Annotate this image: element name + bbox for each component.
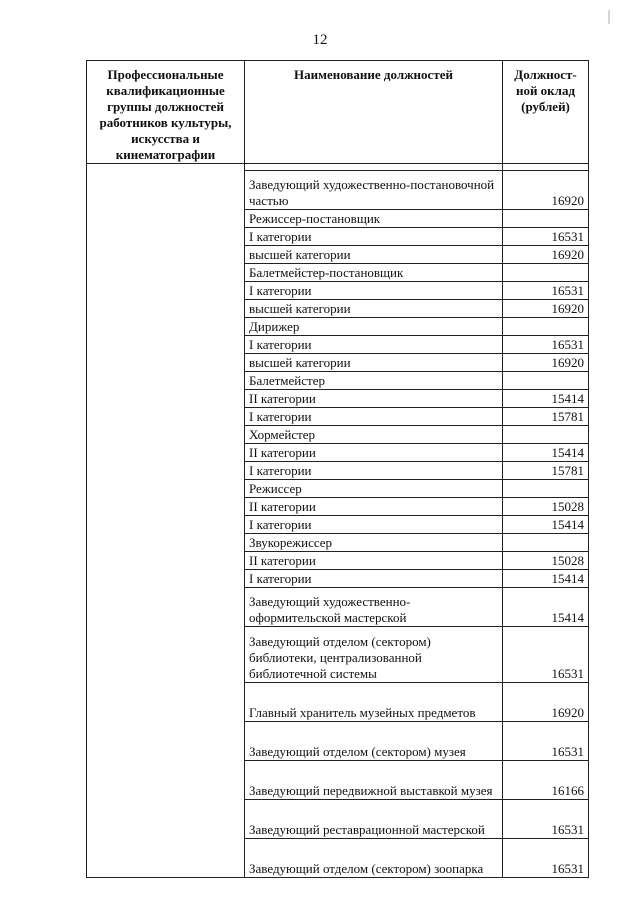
salary-cell: 16531 — [503, 282, 589, 300]
position-name-cell: Звукорежиссер — [245, 534, 503, 552]
position-name-cell: I категории — [245, 228, 503, 246]
header-group: Профессиональные квалификационные группы должностей работников культуры, искусства и кинематографии — [87, 61, 245, 164]
salary-cell — [503, 426, 589, 444]
position-name-cell: I категории — [245, 516, 503, 534]
salary-cell: 15781 — [503, 462, 589, 480]
position-name-cell: I категории — [245, 336, 503, 354]
position-name-cell: I категории — [245, 570, 503, 588]
group-cell — [87, 164, 245, 878]
salary-cell: 15414 — [503, 570, 589, 588]
salary-cell — [503, 264, 589, 282]
position-name-cell: высшей категории — [245, 246, 503, 264]
position-name-cell: II категории — [245, 444, 503, 462]
header-name: Наименование должностей — [245, 61, 503, 164]
position-name-cell: Режиссер-постановщик — [245, 210, 503, 228]
position-name-cell: Дирижер — [245, 318, 503, 336]
table-header-row — [87, 61, 589, 164]
scan-mark — [608, 10, 610, 24]
position-name-cell: I категории — [245, 282, 503, 300]
salary-cell: 15414 — [503, 516, 589, 534]
page-number: 12 — [312, 32, 328, 48]
position-name-cell: высшей категории — [245, 300, 503, 318]
salary-cell: 16531 — [503, 722, 589, 761]
position-name-cell: Хормейстер — [245, 426, 503, 444]
position-name-cell: Заведующий художественно-оформительской мастерской — [245, 588, 503, 627]
salary-cell — [503, 372, 589, 390]
position-name-cell: Заведующий передвижной выставкой музея — [245, 761, 503, 800]
salary-cell: 15414 — [503, 444, 589, 462]
position-name-cell: Балетмейстер-постановщик — [245, 264, 503, 282]
salary-cell — [503, 534, 589, 552]
position-name-cell: II категории — [245, 552, 503, 570]
salary-cell: 16920 — [503, 354, 589, 372]
salary-cell: 15414 — [503, 390, 589, 408]
position-name-cell: высшей категории — [245, 354, 503, 372]
header-salary: Должност-ной оклад (рублей) — [503, 61, 589, 164]
position-name-cell: Режиссер — [245, 480, 503, 498]
salary-cell: 16531 — [503, 627, 589, 683]
position-name-cell: Балетмейстер — [245, 372, 503, 390]
position-name-cell: I категории — [245, 462, 503, 480]
position-name-cell: Главный хранитель музейных предметов — [245, 683, 503, 722]
position-name-cell: II категории — [245, 390, 503, 408]
salary-cell — [503, 318, 589, 336]
salary-cell — [503, 480, 589, 498]
salary-cell: 16531 — [503, 800, 589, 839]
salary-cell: 16531 — [503, 228, 589, 246]
salary-cell: 15028 — [503, 498, 589, 516]
spacer-cell — [503, 164, 589, 171]
position-name-cell: Заведующий художественно-постановочной частью — [245, 171, 503, 210]
position-name-cell: Заведующий отделом (сектором) зоопарка — [245, 839, 503, 878]
salary-cell: 15781 — [503, 408, 589, 426]
salary-cell — [503, 210, 589, 228]
position-name-cell: Заведующий реставрационной мастерской — [245, 800, 503, 839]
spacer-cell — [245, 164, 503, 171]
salary-table — [86, 60, 589, 878]
position-name-cell: Заведующий отделом (сектором) музея — [245, 722, 503, 761]
salary-cell: 16531 — [503, 336, 589, 354]
position-name-cell: I категории — [245, 408, 503, 426]
salary-cell: 16531 — [503, 839, 589, 878]
header-spacer-row — [87, 164, 589, 171]
position-name-cell: Заведующий отделом (сектором) библиотеки, централизованной библиотечной системы — [245, 627, 503, 683]
salary-cell: 16920 — [503, 171, 589, 210]
salary-cell: 15028 — [503, 552, 589, 570]
salary-cell: 16920 — [503, 683, 589, 722]
salary-cell: 16920 — [503, 300, 589, 318]
salary-cell: 16920 — [503, 246, 589, 264]
salary-cell: 15414 — [503, 588, 589, 627]
salary-cell: 16166 — [503, 761, 589, 800]
position-name-cell: II категории — [245, 498, 503, 516]
